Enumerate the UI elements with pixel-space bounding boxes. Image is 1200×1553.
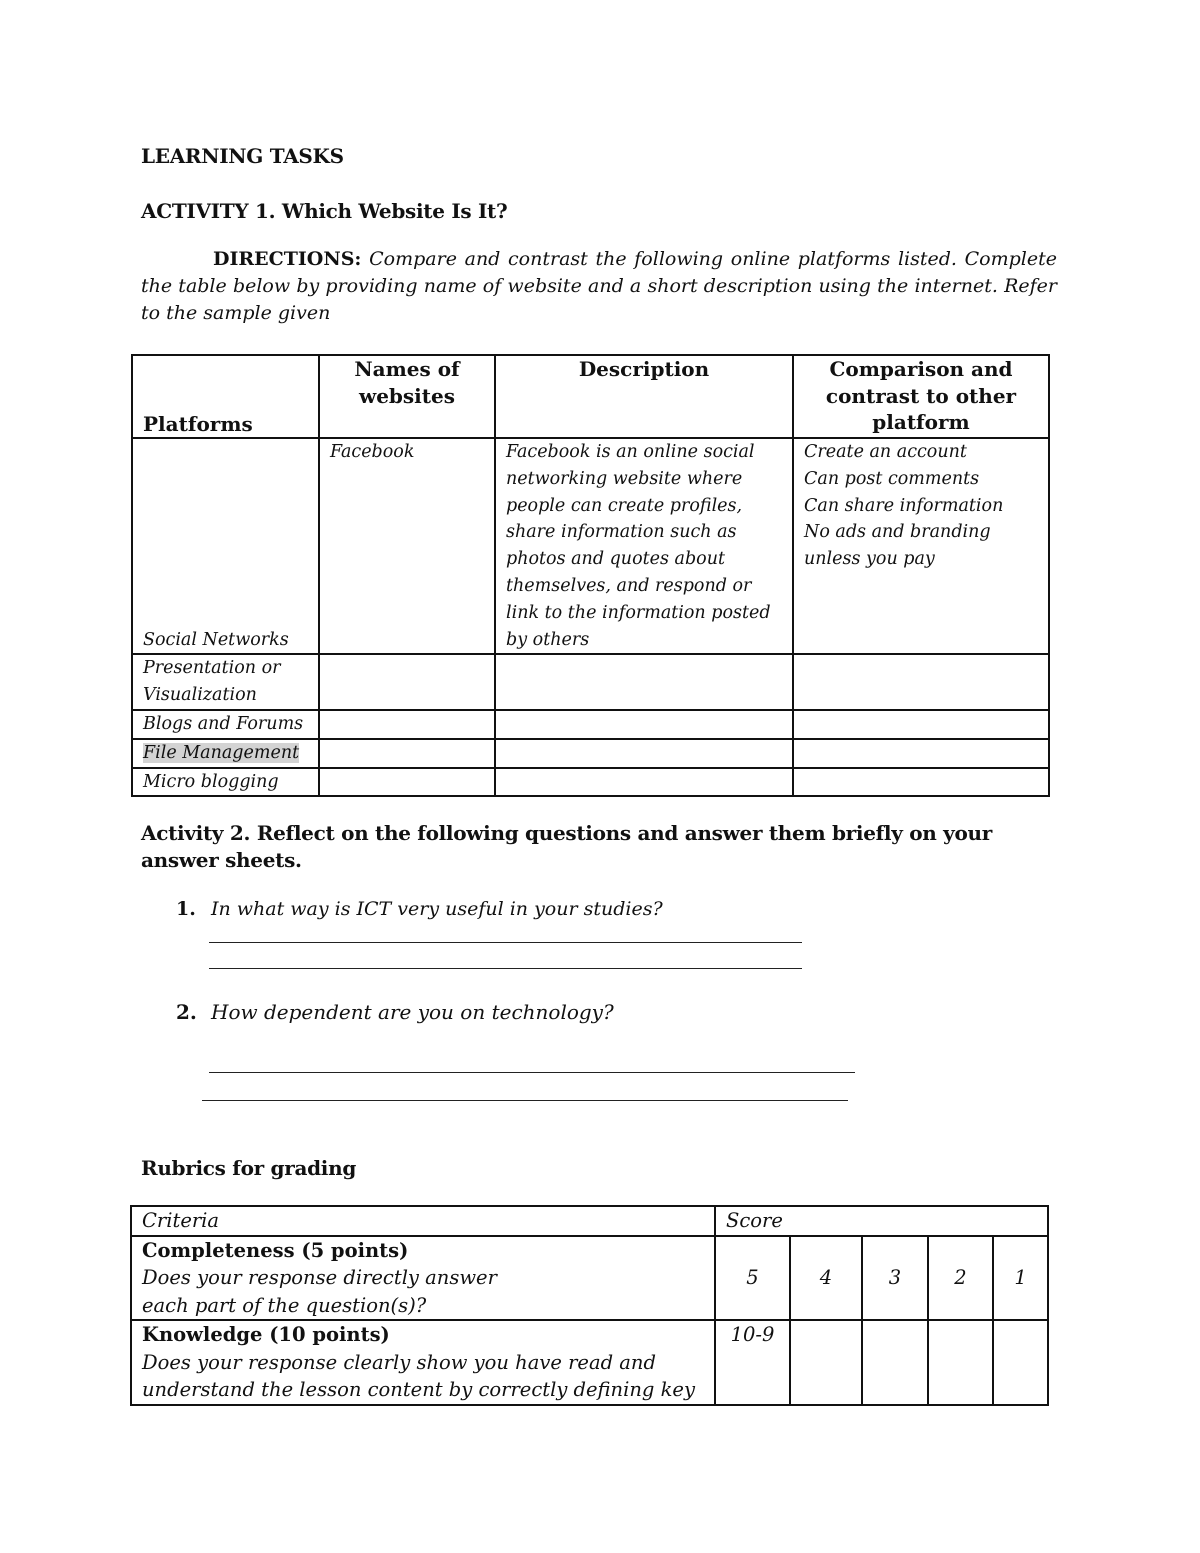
- activity2-heading: Activity 2. Reflect on the following questions and answer them briefly on your answer sheets.: [141, 821, 992, 872]
- description-cell[interactable]: [495, 768, 793, 797]
- activity1-heading: ACTIVITY 1. Which Website Is It?: [141, 199, 508, 223]
- page-title: LEARNING TASKS: [141, 144, 344, 168]
- table-row: [132, 739, 1049, 768]
- rubric-header-row: [131, 1206, 1048, 1236]
- score-cell: [928, 1320, 993, 1405]
- header-comparison: Comparison and contrast to other platform: [793, 355, 1049, 438]
- header-website-names: Names of websites: [319, 355, 495, 438]
- description-cell: Facebook is an online social networking website where people can create profiles, share information such as photos and quotes about themselves, and respond or link to the information posted by others: [495, 438, 793, 654]
- comparison-line: Create an account: [804, 442, 967, 462]
- platform-cell: Social Networks: [132, 438, 319, 654]
- score-cell: [862, 1320, 928, 1405]
- highlighted-platform: File Management: [143, 742, 300, 763]
- comparison-cell: [793, 438, 1049, 654]
- criteria-description: Does your response directly answer each part of the question(s)?: [142, 1266, 497, 1317]
- table-row: [132, 654, 1049, 710]
- website-cell: Facebook: [319, 438, 495, 654]
- criteria-cell: [131, 1236, 715, 1321]
- activity1-directions: [141, 246, 1057, 327]
- answer-line[interactable]: [202, 1100, 848, 1101]
- criteria-description: Does your response clearly show you have read and understand the lesson content by correctly defining key: [142, 1350, 695, 1401]
- website-cell[interactable]: [319, 739, 495, 768]
- question-text: In what way is ICT very useful in your studies?: [211, 898, 663, 920]
- description-cell[interactable]: [495, 739, 793, 768]
- platform-cell: Blogs and Forums: [132, 710, 319, 739]
- description-cell[interactable]: [495, 654, 793, 710]
- header-platforms: Platforms: [132, 355, 319, 438]
- comparison-line: No ads and branding unless you pay: [804, 522, 991, 570]
- comparison-line: Can post comments: [804, 468, 980, 489]
- directions-text: Compare and contrast the following online platforms listed. Complete the table below by providing name of website and a short description using the internet. Refer to the sample given: [141, 248, 1057, 324]
- score-cell: 1: [993, 1236, 1048, 1321]
- criteria-header: Criteria: [131, 1206, 715, 1236]
- question-1: [176, 898, 663, 920]
- score-header: Score: [715, 1206, 1048, 1236]
- rubric-table: [130, 1205, 1049, 1406]
- question-2: [176, 1000, 614, 1024]
- rubric-row: [131, 1320, 1048, 1405]
- answer-line[interactable]: [209, 968, 802, 969]
- rubric-row: [131, 1236, 1048, 1321]
- header-description: Description: [495, 355, 793, 438]
- question-number: 1.: [176, 898, 196, 920]
- score-cell: 5: [715, 1236, 790, 1321]
- score-cell: [993, 1320, 1048, 1405]
- comparison-cell[interactable]: [793, 654, 1049, 710]
- platforms-table: [131, 354, 1050, 797]
- score-cell: 10-9: [715, 1320, 790, 1405]
- rubrics-heading: Rubrics for grading: [141, 1156, 357, 1180]
- table-row: [132, 438, 1049, 654]
- platform-cell: Micro blogging: [132, 768, 319, 797]
- comparison-line: Can share information: [804, 495, 1004, 516]
- table-header-row: [132, 355, 1049, 438]
- score-cell: [790, 1320, 862, 1405]
- question-text: How dependent are you on technology?: [211, 1000, 614, 1024]
- description-cell[interactable]: [495, 710, 793, 739]
- score-cell: 2: [928, 1236, 993, 1321]
- website-cell[interactable]: [319, 768, 495, 797]
- table-row: [132, 768, 1049, 797]
- criteria-title: Knowledge (10 points): [142, 1323, 390, 1346]
- comparison-cell[interactable]: [793, 710, 1049, 739]
- score-cell: 3: [862, 1236, 928, 1321]
- platform-cell: Presentation or Visualization: [132, 654, 319, 710]
- criteria-cell: [131, 1320, 715, 1405]
- table-row: [132, 710, 1049, 739]
- answer-line[interactable]: [209, 942, 802, 943]
- comparison-cell[interactable]: [793, 768, 1049, 797]
- answer-line[interactable]: [209, 1072, 855, 1073]
- website-cell[interactable]: [319, 654, 495, 710]
- platform-cell: [132, 739, 319, 768]
- criteria-title: Completeness (5 points): [142, 1238, 409, 1262]
- website-cell[interactable]: [319, 710, 495, 739]
- question-number: 2.: [176, 1000, 197, 1024]
- directions-label: DIRECTIONS:: [213, 248, 362, 270]
- comparison-cell[interactable]: [793, 739, 1049, 768]
- score-cell: 4: [790, 1236, 862, 1321]
